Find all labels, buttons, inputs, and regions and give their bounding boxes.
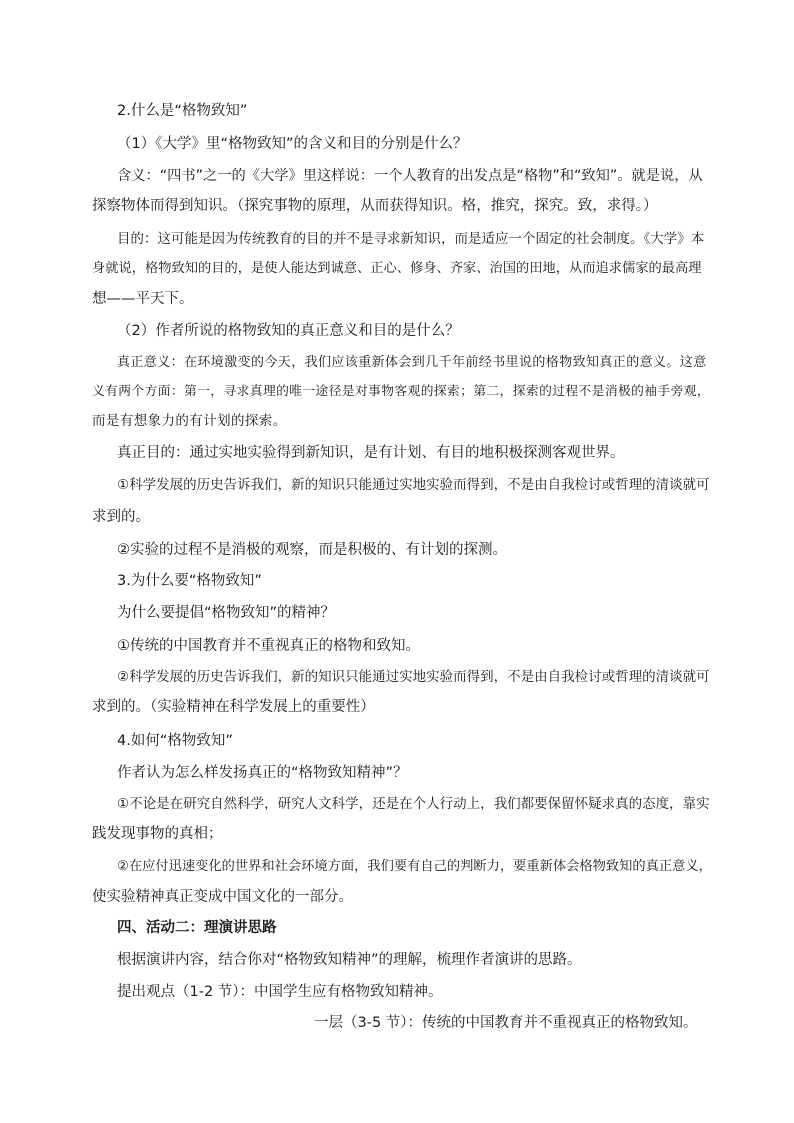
section-heading-activity-2: 四、活动二：理演讲思路: [117, 920, 277, 936]
point-2: ②实验的过程不是消极的观察，而是积极的、有计划的探测。: [117, 542, 507, 558]
true-meaning-line-3: 而是有想象力的有计划的探索。: [92, 413, 287, 429]
true-meaning-line-1: 真正意义：在环境激变的今天，我们应该重新体会到几千年前经书里说的格物致知真正的意义。这意: [117, 355, 707, 370]
true-meaning-line-2: 义有两个方面：第一，寻求真理的唯一途径是对事物客观的探索；第二，探索的过程不是消极的袖手旁观，: [92, 384, 711, 399]
way-2-line-1: ②在应付迅速变化的世界和社会环境方面，我们要有自己的判断力，要重新体会格物致知的真正意义，: [117, 859, 712, 874]
purpose-line-1: 目的：这可能是因为传统教育的目的并不是寻求新知识，而是适应一个固定的社会制度。《大学》本: [117, 231, 705, 247]
way-1-line-1: ①不论是在研究自然科学，研究人文科学，还是在个人行动上，我们都要保留怀疑求真的态度，靠实: [117, 796, 710, 812]
meaning-line-1: 含义：“四书”之一的《大学》里这样说：一个人教育的出发点是“格物”和“致知”。就是说，从: [117, 168, 703, 184]
reason-1: ①传统的中国教育并不重视真正的格物和致知。: [117, 638, 420, 654]
purpose-line-3: 想——平天下。: [92, 291, 194, 307]
heading-what-is-gewuzhizhi: 2.什么是“格物致知”: [117, 103, 248, 119]
way-2-line-2: 使实验精神真正变成中国文化的一部分。: [92, 889, 353, 905]
true-purpose: 真正目的：通过实地实验得到新知识，是有计划、有目的地积极探测客观世界。: [117, 445, 625, 461]
point-1-line-1: ①科学发展的历史告诉我们，新的知识只能通过实地实验而得到，不是由自我检讨或哲理的清谈就可: [117, 477, 710, 493]
question-2: （2）作者所说的格物致知的真正意义和目的是什么？: [117, 323, 460, 339]
reason-2-line-2: 求到的。（实验精神在科学发展上的重要性）: [92, 699, 375, 715]
question-4: 作者认为怎么样发扬真正的“格物致知精神”？: [117, 765, 408, 781]
layer-1-line: 一层（3-5 节）：传统的中国教育并不重视真正的格物致知。: [314, 1015, 698, 1031]
meaning-line-2: 探察物体而得到知识。（探究事物的原理，从而获得知识。格，推究，探究。致，求得。）: [92, 198, 658, 214]
heading-how-gewuzhizhi: 4.如何“格物致知”: [117, 733, 233, 749]
task-instruction: 根据演讲内容，结合你对“格物致知精神”的理解，梳理作者演讲的思路。: [117, 952, 582, 968]
question-1: （1）《大学》里“格物致知”的含义和目的分别是什么？: [117, 136, 468, 152]
heading-why-gewuzhizhi: 3.为什么要“格物致知”: [117, 573, 262, 589]
point-1-line-2: 求到的。: [92, 509, 150, 525]
purpose-line-2: 身就说，格物致知的目的，是使人能达到诚意、正心、修身、齐家、治国的田地，从而追求儒家的最高理: [92, 261, 702, 276]
question-3: 为什么要提倡“格物致知”的精神？: [117, 605, 336, 621]
way-1-line-2: 践发现事物的真相；: [92, 826, 223, 842]
viewpoint-line: 提出观点（1-2 节）：中国学生应有格物致知精神。: [117, 984, 443, 1000]
reason-2-line-1: ②科学发展的历史告诉我们，新的知识只能通过实地实验而得到，不是由自我检讨或哲理的清谈就可: [117, 669, 710, 685]
